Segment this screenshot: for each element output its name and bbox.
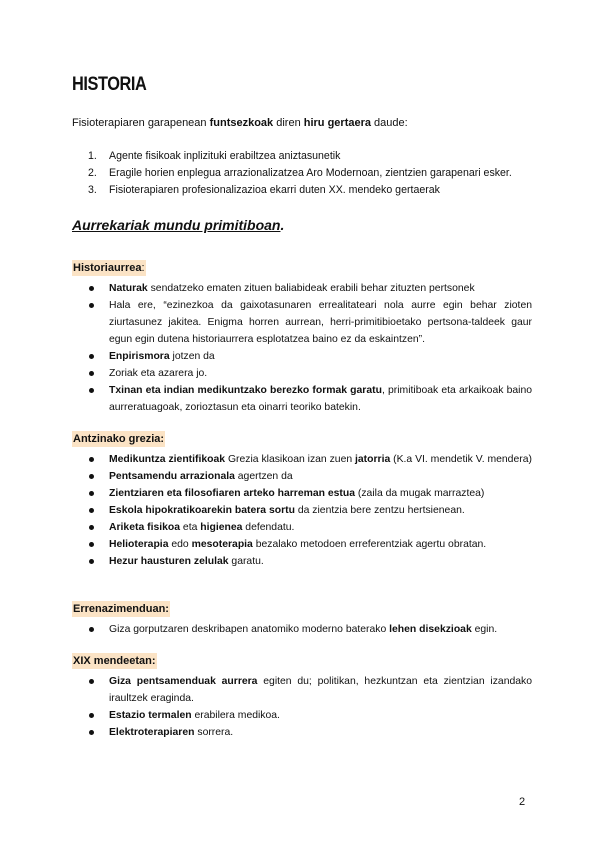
list-item [72,724,532,741]
section-title-text: Aurrekariak mundu primitiboan [72,217,281,233]
bullet-icon [89,525,94,530]
bullet-icon [89,627,94,632]
bullet-list [72,451,532,570]
item-text: da zientzia bere zentzu hertsienean. [294,505,465,516]
item-bold: Enpirismora [109,351,170,362]
intro-text: daude: [371,117,408,129]
list-item [72,519,532,536]
intro-paragraph [72,117,408,129]
item-text: defendatu. [242,522,295,533]
item-text: agertzen da [234,471,293,482]
list-item [72,382,532,416]
item-text: eta [180,522,201,533]
section-title [72,217,284,233]
item-bold: Hezur hausturen zelulak [109,556,229,567]
item-bold: mesoterapia [191,539,253,550]
item-text: erabilera medikoa. [191,710,280,721]
item-text: edo [168,539,192,550]
list-number: 2. [88,167,97,179]
bullet-icon [89,679,94,684]
bullet-icon [89,388,94,393]
list-item [72,348,532,365]
group-heading-text: Historiaurrea [73,262,142,274]
bullet-list [72,621,532,638]
list-item [72,365,532,382]
page-title: HISTORIA [72,74,147,95]
bullet-icon [89,474,94,479]
bullet-icon [89,559,94,564]
bullet-icon [89,491,94,496]
list-item [72,148,542,165]
item-text: , primitiboak eta arkaikoak baino aurreratuagoak, zorioztasun eta oinarri teoriko batekin. [109,385,533,413]
item-bold: Medikuntza zientifikoak [109,454,226,465]
bullet-list [72,673,532,741]
intro-text: diren [273,117,304,129]
list-item [72,485,532,502]
item-bold: Elektroterapiaren [109,727,195,738]
item-text: garatu. [228,556,264,567]
group-errenazimenduan [72,599,532,638]
intro-bold: funtsezkoak [209,117,274,129]
item-bold: lehen disekzioak [389,624,472,635]
item-text: Zoriak eta azarera jo. [109,368,208,379]
group-heading [72,260,146,276]
item-text: bezalako metodoen erreferentziak agertu obratan. [252,539,487,550]
item-bold: Ariketa fisikoa [109,522,181,533]
item-bold: Helioterapia [109,539,169,550]
list-item [72,297,532,348]
item-text: egiten du; politikan, hezkuntzan eta zientzian izandako iraultzek eraginda. [109,676,533,704]
list-item [72,182,542,199]
bullet-icon [89,354,94,359]
list-text: Eragile horien enplegua arrazionalizatzea Aro Modernoan, zientzien garapenari esker. [109,167,512,179]
list-item [72,553,532,570]
item-bold: jatorria [355,454,391,465]
group-heading: XIX mendeetan: [73,655,156,667]
list-item [72,165,542,182]
bullet-icon [89,303,94,308]
list-item [72,451,532,468]
list-item [72,280,532,297]
item-bold: Estazio termalen [109,710,192,721]
item-text: jotzen da [169,351,215,362]
bullet-icon [89,286,94,291]
item-text: Hala ere, “ezinezkoa da gaixotasunaren errealitateari nola aurre egin behar zioten ziurtasunez jakitea. Enigma horren aurrean, herri-primitibioetako pertsona-taldeek gaur egun egin dutena historiaurrera esplotatzea baino ez da eskaintzen”. [109,300,532,345]
item-bold: Txinan eta indian medikuntzako berezko formak garatu [109,385,382,396]
section-title-dot: . [280,217,285,233]
list-item [72,536,532,553]
list-item [72,502,532,519]
item-bold: Naturak [109,283,148,294]
item-bold: Zientziaren eta filosofiaren arteko harreman estua [109,488,355,499]
numbered-list [72,148,542,199]
item-bold: Pentsamendu arrazionala [109,471,235,482]
bullet-icon [89,730,94,735]
group-historiaurrea [72,258,532,416]
list-item [72,707,532,724]
bullet-icon [89,457,94,462]
list-text: Fisioterapiaren profesionalizazioa ekarri duten XX. mendeko gertaerak [109,184,440,196]
item-text: sorrera. [194,727,234,738]
item-text: egin. [471,624,498,635]
item-text: sendatzeko ematen zituen baliabideak erabili behar zituzten pertsonek [147,283,475,294]
item-bold: Giza pentsamenduak aurrera [109,676,258,687]
item-bold: Eskola hipokratikoarekin batera sortu [109,505,295,516]
list-number: 1. [88,150,97,162]
item-text: Giza gorputzaren deskribapen anatomiko moderno baterako [109,624,390,635]
group-heading: Antzinako grezia: [73,433,165,445]
intro-text: Fisioterapiaren garapenean [72,117,210,129]
bullet-icon [89,713,94,718]
group-heading: Errenazimenduan: [73,603,169,615]
group-xix-mendeetan [72,651,532,741]
item-text: (zaila da mugak marraztea) [355,488,485,499]
item-bold: higienea [200,522,243,533]
page-number: 2 [519,796,526,808]
bullet-list [72,280,532,416]
item-text: (K.a VI. mendetik V. mendera) [390,454,532,465]
list-number: 3. [88,184,97,196]
list-item [72,621,532,638]
group-antzinako-grezia [72,429,532,570]
group-heading-colon: : [141,262,145,274]
list-item [72,673,532,707]
bullet-icon [89,542,94,547]
bullet-icon [89,508,94,513]
list-text: Agente fisikoak inplizituki erabiltzea aniztasunetik [109,150,341,162]
list-item [72,468,532,485]
intro-bold: hiru gertaera [303,117,371,129]
item-text: Grezia klasikoan izan zuen [225,454,356,465]
bullet-icon [89,371,94,376]
